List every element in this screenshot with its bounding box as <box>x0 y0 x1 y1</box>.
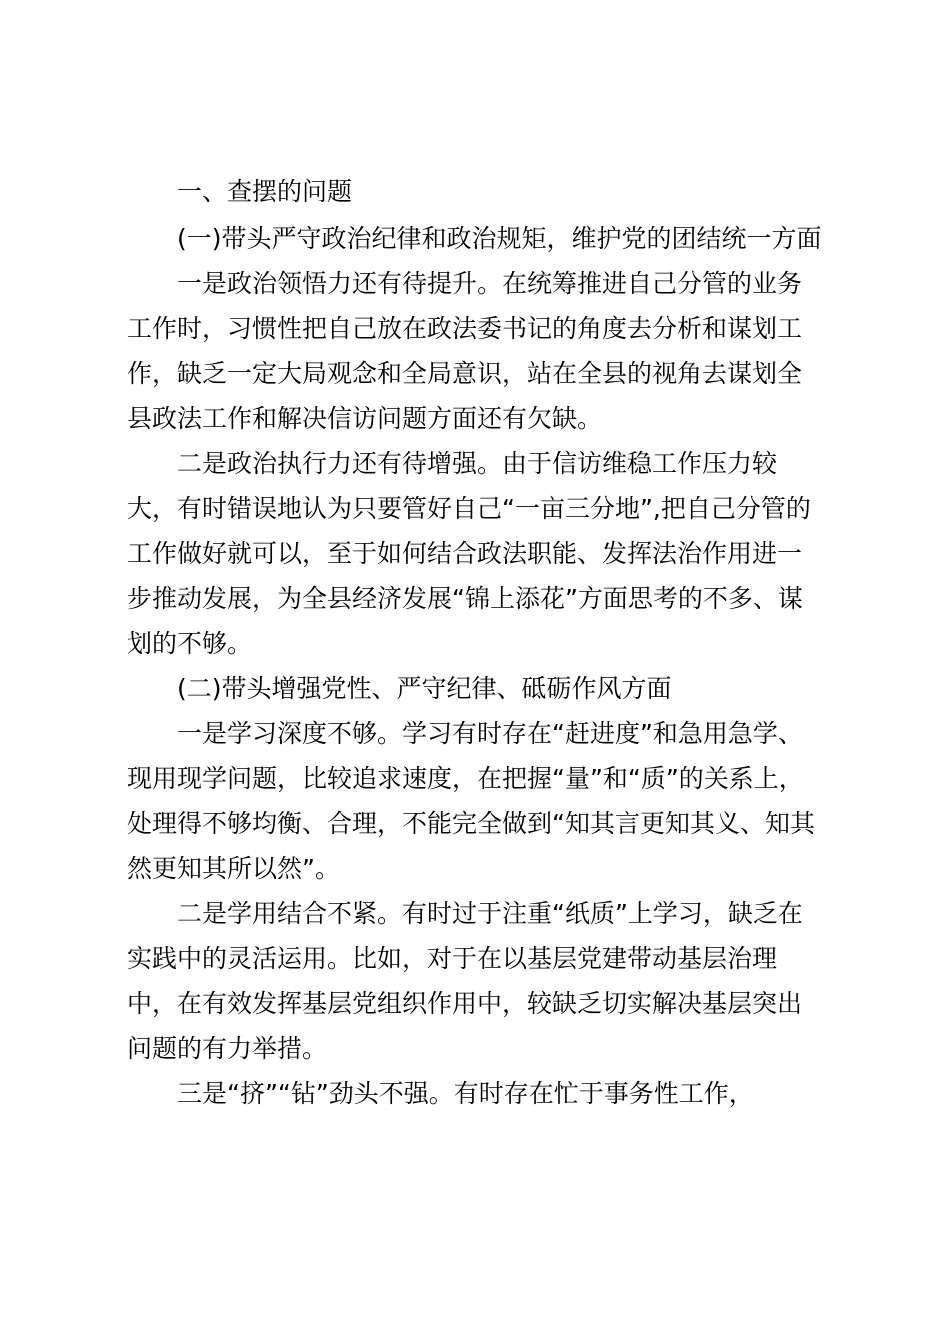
paragraph-line: 一是政治领悟力还有待提升。在统筹推进自己分管的业务 <box>177 269 803 298</box>
subsection-heading-1: (一)带头严守政治纪律和政治规矩，维护党的团结统一方面 <box>177 224 822 253</box>
paragraph-line: 划的不够。 <box>127 629 253 658</box>
section-heading-1: 一、查摆的问题 <box>177 177 353 206</box>
paragraph-line: 二是政治执行力还有待增强。由于信访维稳工作压力较 <box>177 449 778 478</box>
paragraph-line: 二是学用结合不紧。有时过于注重“纸质”上学习，缺乏在 <box>177 899 803 928</box>
paragraph-line: 然更知其所以然”。 <box>127 854 340 883</box>
paragraph-line: 实践中的灵活运用。比如，对于在以基层党建带动基层治理 <box>127 944 778 973</box>
paragraph-line: 县政法工作和解决信访问题方面还有欠缺。 <box>127 404 603 433</box>
paragraph-line: 作，缺乏一定大局观念和全局意识，站在全县的视角去谋划全 <box>127 359 803 388</box>
paragraph-line: 大，有时错误地认为只要管好自己“一亩三分地”,把自己分管的 <box>127 494 811 523</box>
paragraph-line: 中，在有效发挥基层党组织作用中，较缺乏切实解决基层突出 <box>127 989 803 1018</box>
paragraph-line: 现用现学问题，比较追求速度，在把握“量”和“质”的关系上， <box>127 764 804 793</box>
paragraph-line: 工作做好就可以，至于如何结合政法职能、发挥法治作用进一 <box>127 539 803 568</box>
paragraph-line: 处理得不够均衡、合理，不能完全做到“知其言更知其义、知其 <box>127 809 815 838</box>
paragraph-line: 步推动发展，为全县经济发展“锦上添花”方面思考的不多、谋 <box>127 584 803 613</box>
subsection-heading-2: (二)带头增强党性、严守纪律、砥砺作风方面 <box>177 674 672 703</box>
paragraph-line: 问题的有力举措。 <box>127 1034 328 1063</box>
paragraph-line: 工作时，习惯性把自己放在政法委书记的角度去分析和谋划工 <box>127 314 803 343</box>
paragraph-line: 三是“挤”“钻”劲头不强。有时存在忙于事务性工作， <box>177 1079 754 1108</box>
paragraph-line: 一是学习深度不够。学习有时存在“赶进度”和急用急学、 <box>177 719 803 748</box>
